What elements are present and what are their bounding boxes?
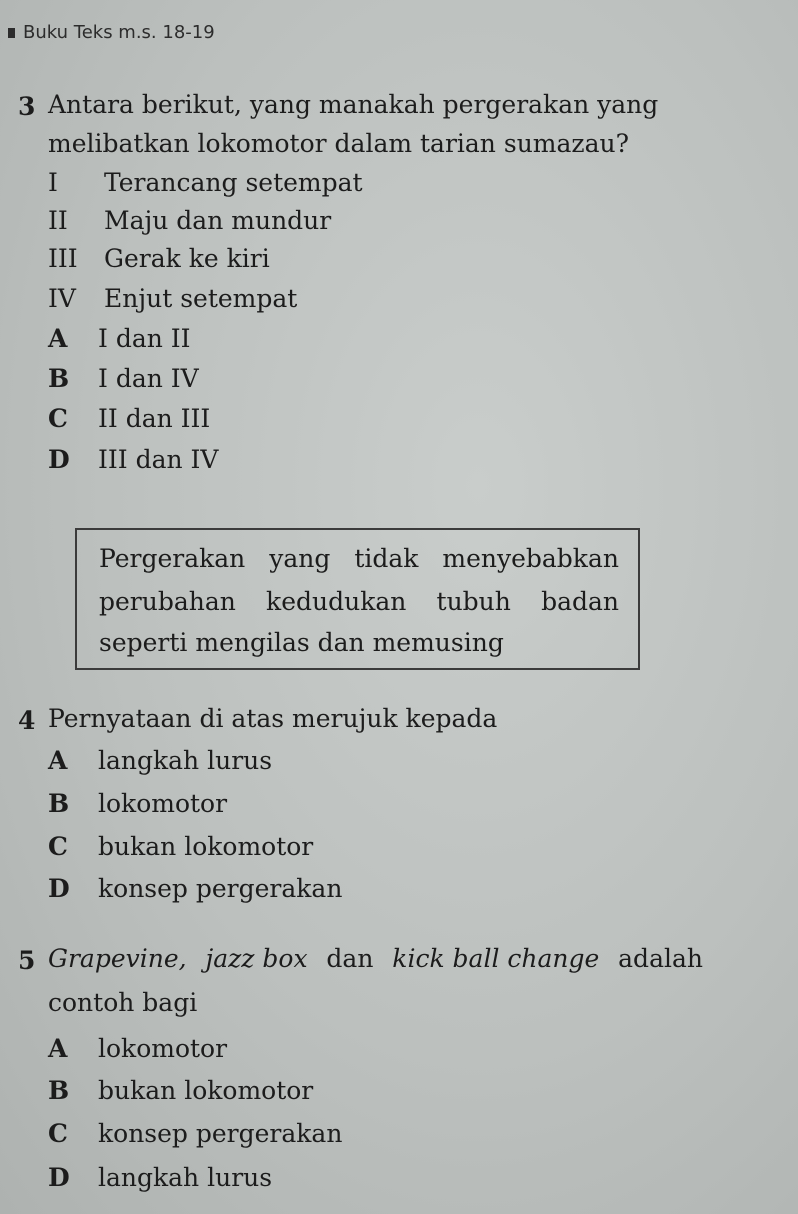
statement-2	[48, 208, 331, 233]
option-text: langkah lurus	[98, 1163, 273, 1192]
option-d[interactable]	[48, 1165, 272, 1190]
box-word: tubuh	[436, 587, 511, 616]
option-letter: A	[48, 1034, 68, 1063]
question-stem-line1	[48, 946, 703, 971]
option-letter: C	[48, 404, 68, 433]
option-text: bukan lokomotor	[98, 832, 314, 861]
option-a[interactable]	[48, 1036, 227, 1061]
option-letter: C	[48, 832, 68, 861]
option-letter: D	[48, 445, 70, 474]
stem-connector: dan	[326, 944, 374, 973]
statement-box	[75, 528, 640, 670]
option-b[interactable]	[48, 791, 227, 816]
box-word: badan	[541, 587, 619, 616]
statement-text: Enjut setempat	[104, 284, 298, 313]
box-word: tidak	[354, 544, 419, 573]
option-text: lokomotor	[98, 1034, 228, 1063]
page-reference	[8, 22, 215, 43]
option-text: bukan lokomotor	[98, 1076, 314, 1105]
question-stem: Pernyataan di atas merujuk kepada	[48, 704, 498, 733]
question-stem-line2: melibatkan lokomotor dalam tarian sumazau?	[48, 129, 629, 158]
option-c[interactable]	[48, 1121, 342, 1146]
statement-roman: II	[48, 206, 68, 235]
box-word: kedudukan	[266, 587, 407, 616]
statement-text: Gerak ke kiri	[104, 244, 270, 273]
statement-3	[48, 246, 270, 271]
option-letter: A	[48, 746, 68, 775]
option-letter: A	[48, 324, 68, 353]
term-kick-ball-change: kick ball change	[392, 944, 600, 973]
option-letter: B	[48, 1076, 70, 1105]
term-grapevine: Grapevine,	[48, 944, 187, 973]
statement-text: Maju dan mundur	[104, 206, 332, 235]
option-letter: B	[48, 364, 70, 393]
reference-text: Buku Teks m.s. 18-19	[23, 22, 215, 43]
statement-roman: III	[48, 244, 78, 273]
statement-roman: IV	[48, 284, 76, 313]
box-line3: seperti mengilas dan memusing	[99, 628, 504, 657]
option-text: III dan IV	[98, 445, 219, 474]
option-text: I dan IV	[98, 364, 199, 393]
box-line1	[99, 544, 619, 573]
statement-text: Terancang setempat	[104, 168, 363, 197]
box-word: Pergerakan	[99, 544, 246, 573]
statement-4	[48, 286, 297, 311]
option-d[interactable]	[48, 876, 342, 901]
option-letter: D	[48, 874, 70, 903]
question-stem-line2: contoh bagi	[48, 988, 198, 1017]
option-text: konsep pergerakan	[98, 1119, 343, 1148]
term-jazz-box: jazz box	[205, 944, 308, 973]
statement-1	[48, 170, 363, 195]
option-a[interactable]	[48, 326, 191, 351]
option-b[interactable]	[48, 1078, 313, 1103]
option-letter: D	[48, 1163, 70, 1192]
option-a[interactable]	[48, 748, 272, 773]
question-number: 3	[18, 92, 36, 121]
box-word: perubahan	[99, 587, 236, 616]
option-c[interactable]	[48, 406, 210, 431]
statement-roman: I	[48, 168, 58, 197]
option-b[interactable]	[48, 366, 199, 391]
question-number: 5	[18, 946, 36, 975]
option-text: II dan III	[98, 404, 211, 433]
option-text: konsep pergerakan	[98, 874, 343, 903]
option-text: lokomotor	[98, 789, 228, 818]
option-text: langkah lurus	[98, 746, 273, 775]
bullet-mark	[8, 28, 15, 38]
question-number: 4	[18, 706, 36, 735]
option-letter: C	[48, 1119, 68, 1148]
option-text: I dan II	[98, 324, 191, 353]
box-line2	[99, 587, 619, 616]
box-word: yang	[269, 544, 331, 573]
option-letter: B	[48, 789, 70, 818]
option-d[interactable]	[48, 447, 218, 472]
stem-connector: adalah	[618, 944, 703, 973]
box-word: menyebabkan	[442, 544, 619, 573]
question-stem-line1: Antara berikut, yang manakah pergerakan yang	[48, 90, 659, 119]
option-c[interactable]	[48, 834, 313, 859]
